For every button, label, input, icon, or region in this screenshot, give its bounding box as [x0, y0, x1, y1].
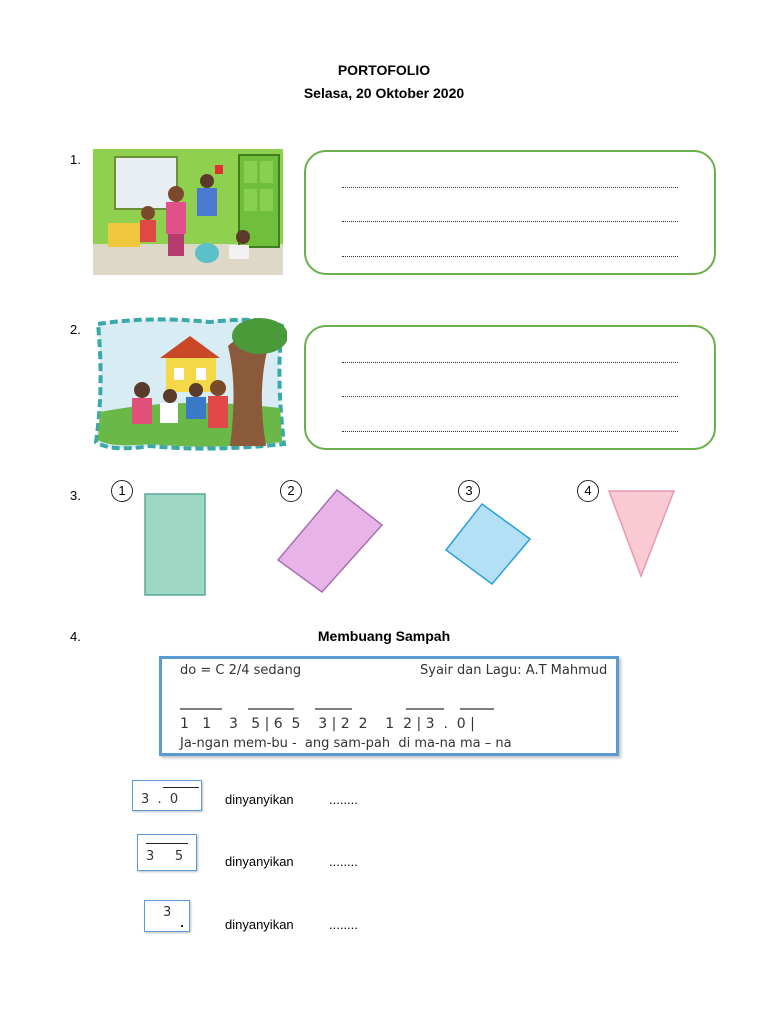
inverted-triangle-shape — [609, 491, 674, 576]
page-title: PORTOFOLIO — [337, 62, 431, 78]
answer-line[interactable] — [342, 396, 678, 397]
sung-label: dinyanyikan — [225, 854, 294, 869]
notation-value: 3 . 0 — [141, 792, 179, 807]
question-number-1: 1. — [70, 152, 81, 167]
sung-label: dinyanyikan — [225, 792, 294, 807]
notation-value: 3 5 — [146, 849, 184, 864]
answer-blank[interactable]: ........ — [329, 917, 358, 932]
song-title: Membuang Sampah — [317, 628, 451, 644]
answer-box-1[interactable] — [304, 150, 716, 275]
answer-line[interactable] — [342, 221, 678, 222]
children-under-tree-illustration-icon — [90, 316, 287, 454]
notation-box-2 — [137, 834, 197, 871]
question-number-3: 3. — [70, 488, 81, 503]
rectangle-shape — [145, 494, 205, 595]
shape-number-4: 4 — [577, 480, 599, 502]
shape-number-2: 2 — [280, 480, 302, 502]
beam-line — [163, 787, 199, 788]
answer-box-2[interactable] — [304, 325, 716, 450]
shape-number-1: 1 — [111, 480, 133, 502]
page-date: Selasa, 20 Oktober 2020 — [303, 85, 465, 101]
tilted-rectangle-shape — [278, 490, 382, 592]
beam-line — [146, 843, 188, 844]
question-number-2: 2. — [70, 322, 81, 337]
note-beams — [162, 705, 622, 713]
answer-line[interactable] — [342, 256, 678, 257]
notation-value: 3 — [163, 905, 172, 920]
sung-label: dinyanyikan — [225, 917, 294, 932]
shapes-row — [0, 480, 768, 600]
answer-line[interactable] — [342, 362, 678, 363]
diamond-square-shape — [446, 504, 530, 584]
song-notation-box — [159, 656, 619, 756]
answer-blank[interactable]: ........ — [329, 792, 358, 807]
shape-number-3: 3 — [458, 480, 480, 502]
song-credit: Syair dan Lagu: A.T Mahmud — [420, 663, 608, 678]
answer-line[interactable] — [342, 431, 678, 432]
answer-line[interactable] — [342, 187, 678, 188]
notation-box-1 — [132, 780, 202, 811]
dot-mark — [181, 925, 183, 927]
song-key: do = C 2/4 sedang — [180, 663, 302, 678]
song-notes: 1 1 3 5 | 6 5 3 | 2 2 1 2 | 3 . 0 | — [180, 716, 475, 732]
question-number-4: 4. — [70, 629, 81, 644]
classroom-cleaning-illustration-icon — [93, 149, 283, 275]
answer-blank[interactable]: ........ — [329, 854, 358, 869]
song-lyrics: Ja-ngan mem-bu - ang sam-pah di ma-na ma – na — [180, 736, 512, 751]
notation-box-3 — [144, 900, 190, 932]
